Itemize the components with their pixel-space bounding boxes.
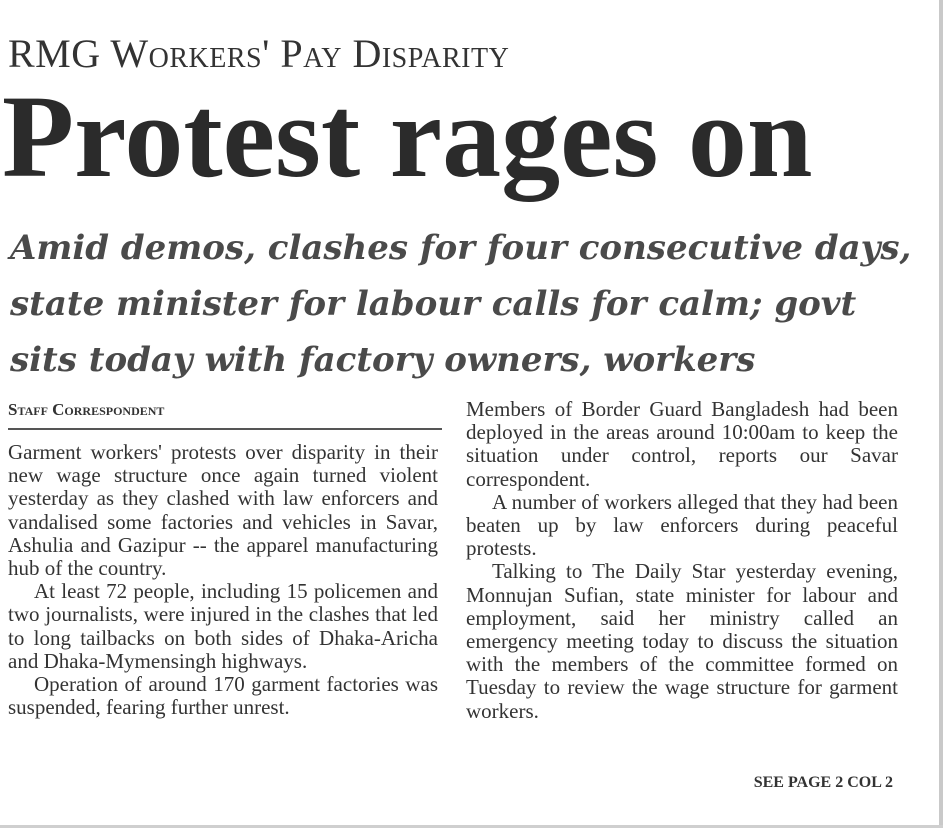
jump-line: SEE PAGE 2 COL 2 <box>753 774 893 791</box>
paragraph: A number of workers alleged that they had been beaten up by law enforcers during peaceful protests. <box>466 489 898 561</box>
deck-line: state minister for labour calls for calm; govt <box>10 284 857 324</box>
deck-line: Amid demos, clashes for four consecutive days, <box>10 228 912 268</box>
headline: Protest rages on <box>2 71 813 202</box>
byline-rule <box>8 428 442 430</box>
paragraph: At least 72 people, including 15 policemen and two journalists, were injured in the clashes that led to long tailbacks on both sides of Dhaka-Aricha and Dhaka-Mymensingh highways. <box>8 579 438 673</box>
deck-line: sits today with factory owners, workers <box>10 340 756 380</box>
kicker: RMG Workers' Pay Disparity <box>8 31 510 76</box>
byline: Staff Correspondent <box>8 400 165 419</box>
paragraph: Talking to The Daily Star yesterday evening, Monnujan Sufian, state minister for labour and employment, said her ministry called an emergency meeting today to discuss the situation with the members of the committee formed on Tuesday to review the wage structure for garment workers. <box>466 559 898 723</box>
deck <box>10 220 910 388</box>
right-column <box>466 398 898 723</box>
page-edge-right <box>939 0 943 828</box>
paragraph: Operation of around 170 garment factories was suspended, fearing further unrest. <box>8 672 438 720</box>
paragraph: Members of Border Guard Bangladesh had been deployed in the areas around 10:00am to keep the situation under control, reports our Savar correspondent. <box>466 397 898 491</box>
paragraph: Garment workers' protests over disparity in their new wage structure once again turned violent yesterday as they clashed with law enforcers and vandalised some factories and vehicles in Savar, Ashulia and Gazipur -- the apparel manufacturing hub of the country. <box>8 440 438 581</box>
left-column <box>8 441 438 719</box>
